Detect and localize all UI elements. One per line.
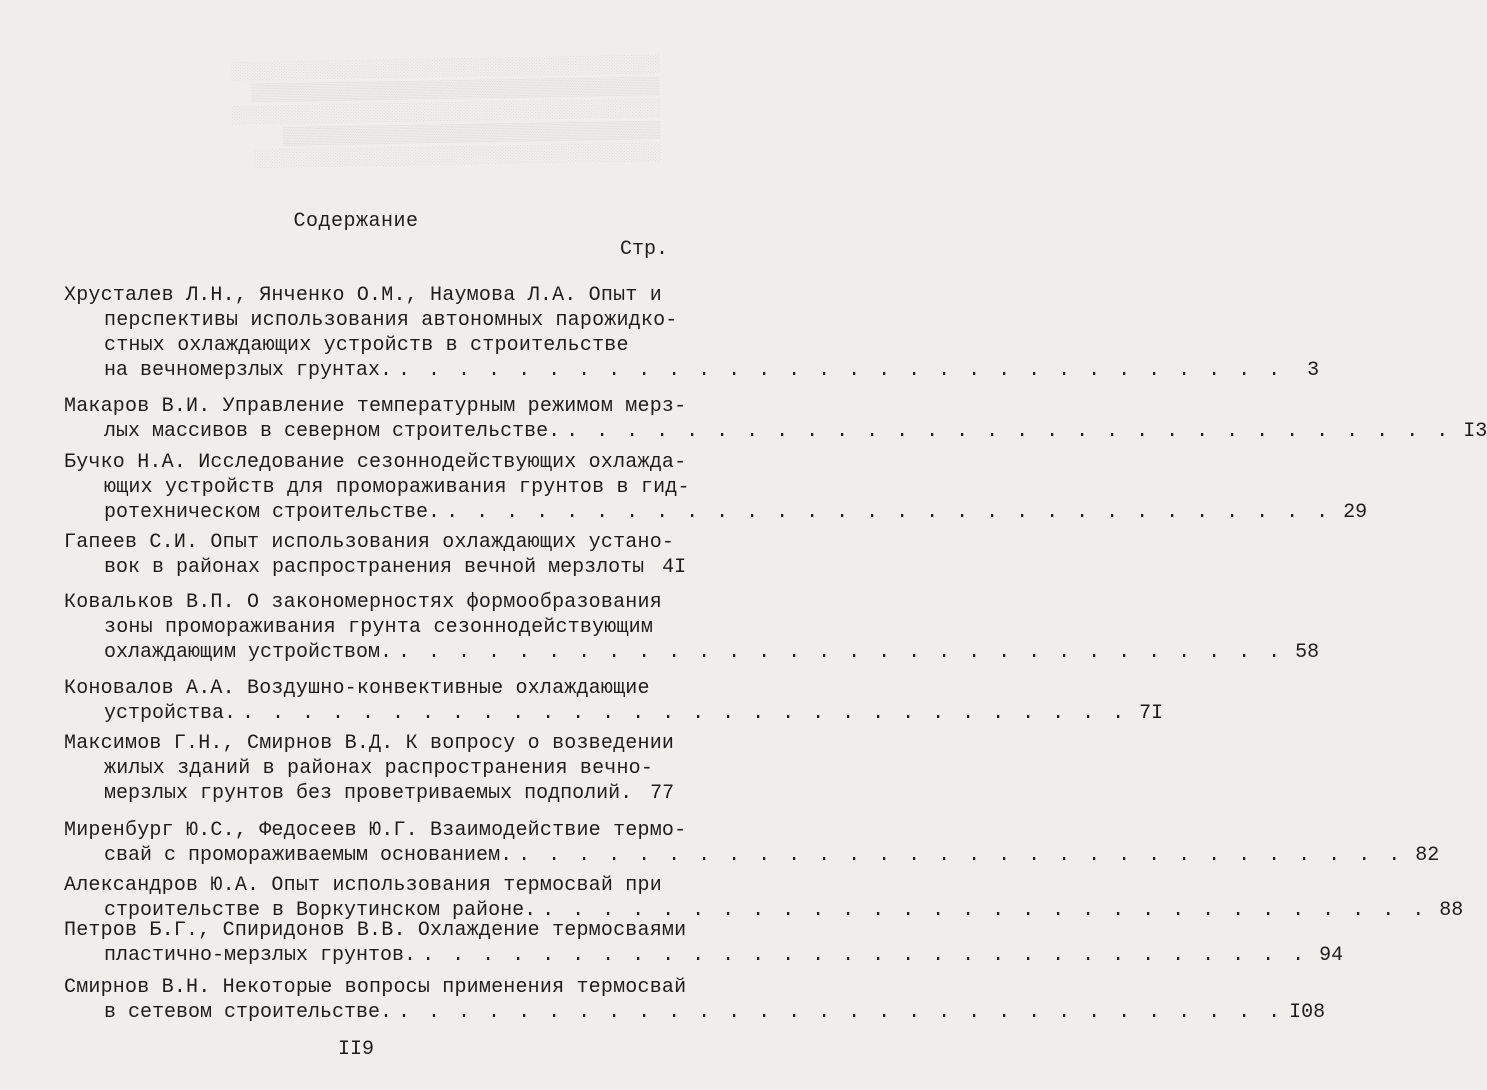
toc-entry-line: свай с промораживаемым основанием. <box>104 844 513 867</box>
toc-entry <box>64 676 1164 726</box>
toc-entry <box>64 530 687 580</box>
toc-entry-final-line <box>64 943 1344 968</box>
toc-entry <box>64 818 1440 868</box>
toc-entry-line: Петров Б.Г., Спиридонов В.В. Охлаждение термосваями <box>64 919 687 942</box>
dot-leader: . . . . . . . . . . . . . . . . . . . . . . . . . . . . . . <box>518 844 1404 867</box>
dot-leader: . . . . . . . . . . . . . . . . . . . . . . . . . . . . . . <box>398 1001 1284 1024</box>
toc-entry <box>64 394 1487 444</box>
toc-entry-line: устройства. <box>104 702 237 725</box>
dot-leader: . . . . . . . . . . . . . . . . . . . . . . . . . . . . . . <box>542 899 1428 922</box>
dot-leader: . . . . . . . . . . . . . . . . . . . . . . . . . . . . . . <box>398 359 1284 382</box>
toc-entry-line: охлаждающим устройством. <box>104 641 393 664</box>
toc-page-number: 88 <box>1439 899 1464 922</box>
toc-entry <box>64 283 1320 383</box>
toc-entry-final-line <box>64 500 1368 525</box>
toc-entry-line: перспективы использования автономных парожидко- <box>104 309 678 332</box>
toc-entry-line: на вечномерзлых грунтах. <box>104 359 393 382</box>
toc-entry-final-line <box>64 843 1440 868</box>
toc-entry-line: строительстве в Воркутинском районе. <box>104 899 537 922</box>
toc-page-number: 4I <box>662 556 687 579</box>
toc-entry-line: ротехническом строительстве. <box>104 501 441 524</box>
toc-entry-final-line <box>64 1000 1326 1025</box>
dot-leader: . . . . . . . . . . . . . . . . . . . . . . . . . . . . . . <box>422 944 1308 967</box>
toc-entry-line: ющих устройств для промораживания грунтов в гид- <box>104 476 690 499</box>
dot-leader: . . . . . . . . . . . . . . . . . . . . . . . . . . . . . . <box>566 420 1452 443</box>
toc-page-number: I3 <box>1463 420 1487 443</box>
bleed-through-texture: ░░░░░░░░░░░░░░░░░░░░░░░░░░░░░░░░░░░░░░░░░░ ▒▒▒▒▒▒▒▒▒▒▒▒▒▒▒▒▒▒▒▒▒▒▒▒▒▒▒▒▒▒▒▒▒▒▒▒▒▒▒▒ ░░░░░░░░░░░░░░░░░░░░░░░░░░░░░░░░░░░░░░░░░░ ▒▒▒▒▒▒▒▒▒▒▒▒▒▒▒▒▒▒▒▒▒▒▒▒▒▒▒▒▒▒▒▒▒▒▒▒▒ ░░░░░░░░░░░░░░░░░░░░░░░░░░░░░░░░░░░░░░░░ <box>230 55 661 170</box>
toc-entry-final-line <box>64 358 1320 383</box>
toc-page-number: 77 <box>650 782 675 805</box>
toc-entry-line: мерзлых грунтов без проветриваемых подполий. <box>104 782 633 805</box>
toc-entry-line: пластично-мерзлых грунтов. <box>104 944 417 967</box>
toc-entry-line: стных охлаждающих устройств в строительстве <box>104 334 629 357</box>
toc-entry-line: в сетевом строительстве. <box>104 1001 393 1024</box>
toc-entry <box>64 590 1320 665</box>
toc-page-number: 82 <box>1415 844 1440 867</box>
toc-entry-final-line <box>64 701 1164 726</box>
toc-entry-line: вок в районах распространения вечной мерзлоты <box>104 556 645 579</box>
toc-entry-line: Ковальков В.П. О закономерностях формообразования <box>64 591 662 614</box>
toc-page-number: 58 <box>1295 641 1320 664</box>
toc-entry-line: Хрусталев Л.Н., Янченко О.М., Наумова Л.А. Опыт и <box>64 284 662 307</box>
toc-entry-line: Макаров В.И. Управление температурным режимом мерз- <box>64 395 687 418</box>
dot-leader: . . . . . . . . . . . . . . . . . . . . . . . . . . . . . . <box>398 641 1284 664</box>
toc-entry-line: зоны промораживания грунта сезоннодействующим <box>104 616 654 639</box>
toc-page-number: 29 <box>1343 501 1368 524</box>
toc-entry-line: Коновалов А.А. Воздушно-конвективные охлаждающие <box>64 677 650 700</box>
contents-heading: Содержание <box>293 210 419 233</box>
toc-entry-final-line <box>64 640 1320 665</box>
page-number: II9 <box>337 1038 374 1061</box>
toc-entry-line: Бучко Н.А. Исследование сезоннодействующих охлажда- <box>64 451 687 474</box>
toc-entry-final-line <box>64 555 687 580</box>
toc-entry <box>64 450 1368 525</box>
toc-page-number: 3 <box>1307 359 1320 382</box>
toc-entry-line: Александров Ю.А. Опыт использования термосвай при <box>64 874 662 897</box>
toc-entry <box>64 918 1344 968</box>
toc-entry-final-line <box>64 781 675 806</box>
toc-entry <box>64 731 675 806</box>
dot-leader: . . . . . . . . . . . . . . . . . . . . . . . . . . . . . . <box>446 501 1332 524</box>
toc-entry-line: Смирнов В.Н. Некоторые вопросы применения термосвай <box>64 976 687 999</box>
toc-entry-line: жилых зданий в районах распространения вечно- <box>104 757 654 780</box>
toc-entry-final-line <box>64 419 1487 444</box>
toc-entry <box>64 975 1326 1025</box>
toc-entry-line: Гапеев С.И. Опыт использования охлаждающих устано- <box>64 531 675 554</box>
toc-entry-line: Максимов Г.Н., Смирнов В.Д. К вопросу о возведении <box>64 732 675 755</box>
toc-entry-line: Миренбург Ю.С., Федосеев Ю.Г. Взаимодействие термо- <box>64 819 687 842</box>
toc-page-number: 7I <box>1139 702 1164 725</box>
page-column-label: Стр. <box>619 238 668 261</box>
toc-entry-line: лых массивов в северном строительстве. <box>104 420 561 443</box>
toc-page-number: 94 <box>1319 944 1344 967</box>
toc-page-number: I08 <box>1289 1001 1326 1024</box>
toc-entry <box>64 873 1464 923</box>
dot-leader: . . . . . . . . . . . . . . . . . . . . . . . . . . . . . . <box>242 702 1128 725</box>
